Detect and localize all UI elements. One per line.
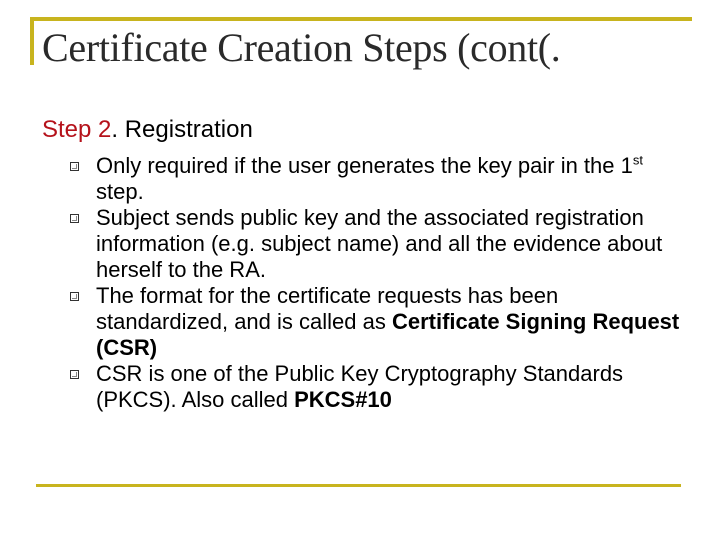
bullet-item bbox=[96, 283, 696, 361]
bullet-item bbox=[96, 361, 696, 413]
square-bullet-icon bbox=[70, 162, 79, 171]
bold-term: Certificate Signing Request (CSR) bbox=[96, 309, 680, 360]
step-heading bbox=[42, 115, 253, 145]
square-bullet-icon bbox=[70, 214, 79, 223]
bottom-rule bbox=[36, 484, 681, 487]
left-rule bbox=[30, 17, 34, 65]
step-label: . Registration bbox=[111, 116, 253, 143]
square-bullet-icon bbox=[70, 292, 79, 301]
bold-term: PKCS#10 bbox=[294, 387, 392, 412]
square-bullet-icon bbox=[70, 370, 79, 379]
ordinal-suffix: st bbox=[632, 152, 643, 168]
bullet-text: Subject sends public key and the associated registration information (e.g. subject name) and all the evidence about herself to the RA. bbox=[96, 205, 663, 282]
top-rule bbox=[30, 17, 692, 21]
bullet-item bbox=[96, 153, 696, 205]
bullet-text: Only required if the user generates the key pair in the 1 bbox=[96, 153, 633, 178]
bullet-item bbox=[96, 205, 696, 283]
bullet-list bbox=[96, 153, 696, 413]
bullet-text: CSR is one of the Public Key Cryptography Standards (PKCS). Also called bbox=[96, 361, 624, 412]
step-number: Step 2 bbox=[42, 116, 112, 143]
bullet-text: The format for the certificate requests has been standardized, and is called as bbox=[96, 283, 559, 334]
slide-title: Certificate Creation Steps (cont(. bbox=[42, 25, 561, 70]
bullet-text-end: step. bbox=[96, 179, 144, 204]
